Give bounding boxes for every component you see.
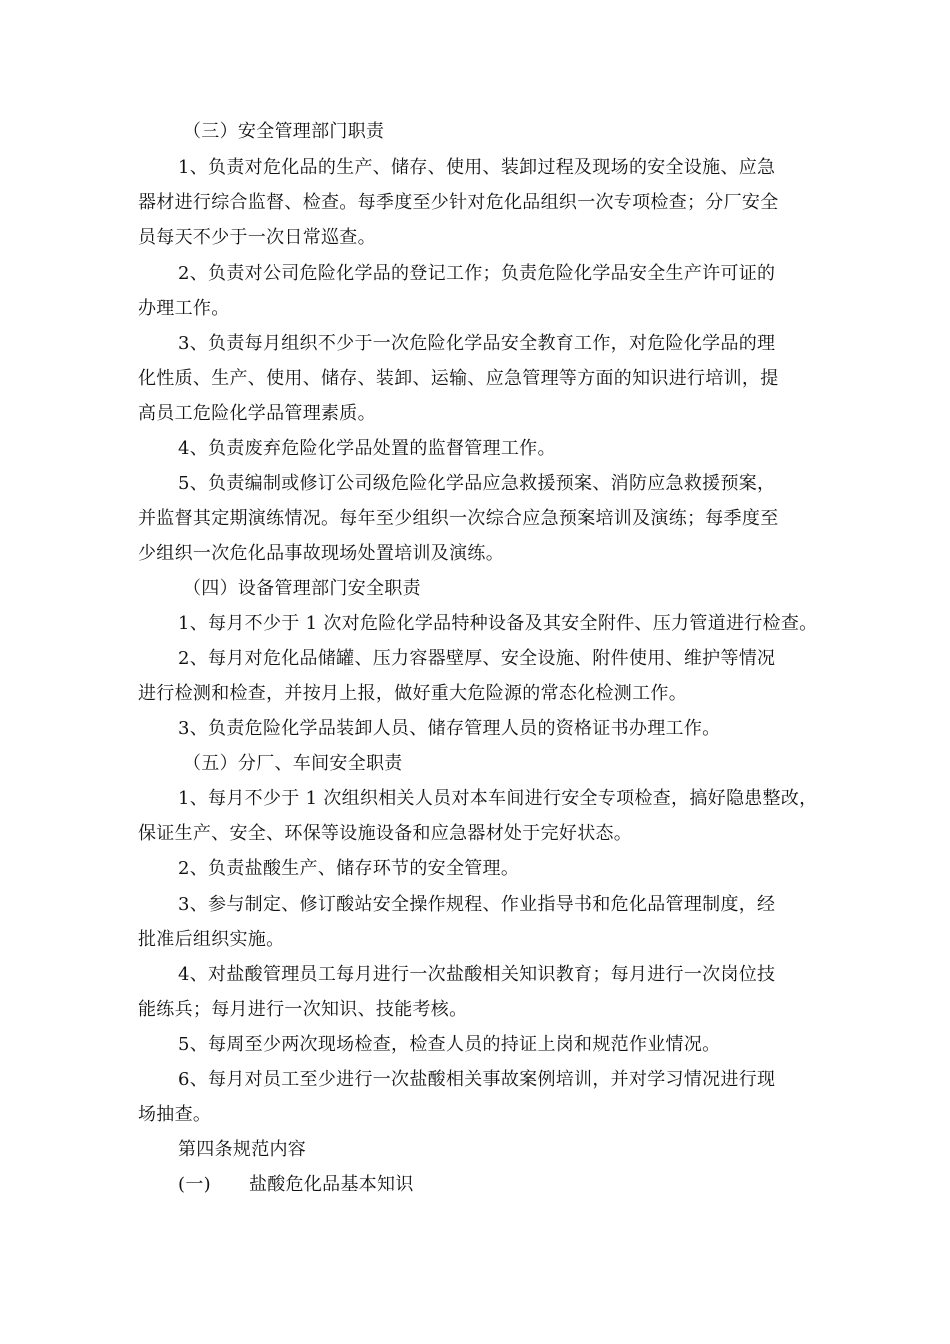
paragraph-line: 进行检测和检查，并按月上报，做好重大危险源的常态化检测工作。	[138, 683, 687, 704]
subsection-number: (一)	[178, 1174, 211, 1195]
paragraph-line: 3、负责每月组织不少于一次危险化学品安全教育工作，对危险化学品的理	[178, 333, 776, 354]
paragraph-line: 员每天不少于一次日常巡查。	[138, 227, 376, 248]
paragraph-line: 化性质、生产、使用、储存、装卸、运输、应急管理等方面的知识进行培训，提	[138, 368, 779, 389]
subsection-heading	[178, 1173, 414, 1197]
paragraph-line: 5、负责编制或修订公司级危险化学品应急救援预案、消防应急救援预案，	[178, 473, 776, 494]
paragraph-line: 1、负责对危化品的生产、储存、使用、装卸过程及现场的安全设施、应急	[178, 157, 776, 178]
paragraph-line: 4、对盐酸管理员工每月进行一次盐酸相关知识教育；每月进行一次岗位技	[178, 964, 776, 985]
paragraph-line: 器材进行综合监督、检查。每季度至少针对危化品组织一次专项检查；分厂安全	[138, 192, 779, 213]
section-heading-3: （三）安全管理部门职责	[183, 121, 385, 142]
paragraph-line: 少组织一次危化品事故现场处置培训及演练。	[138, 543, 504, 564]
section-heading-4: （四）设备管理部门安全职责	[183, 578, 421, 599]
paragraph-line: 4、负责废弃危险化学品处置的监督管理工作。	[178, 438, 556, 459]
paragraph-line: 场抽查。	[138, 1104, 212, 1125]
article-heading: 第四条规范内容	[178, 1139, 307, 1160]
paragraph-line: 2、每月对危化品储罐、压力容器壁厚、安全设施、附件使用、维护等情况	[178, 648, 776, 669]
paragraph-line: 批准后组织实施。	[138, 929, 285, 950]
paragraph-line: 办理工作。	[138, 298, 230, 319]
paragraph-line: 高员工危险化学品管理素质。	[138, 403, 376, 424]
paragraph-line: 能练兵；每月进行一次知识、技能考核。	[138, 999, 468, 1020]
paragraph-line: 1、每月不少于 1 次组织相关人员对本车间进行安全专项检查，搞好隐患整改，	[178, 788, 818, 809]
paragraph-line: 2、负责盐酸生产、储存环节的安全管理。	[178, 858, 520, 879]
paragraph-line: 1、每月不少于 1 次对危险化学品特种设备及其安全附件、压力管道进行检查。	[178, 613, 818, 634]
paragraph-line: 2、负责对公司危险化学品的登记工作；负责危险化学品安全生产许可证的	[178, 263, 776, 284]
paragraph-line: 6、每月对员工至少进行一次盐酸相关事故案例培训，并对学习情况进行现	[178, 1069, 776, 1090]
paragraph-line: 保证生产、安全、环保等设施设备和应急器材处于完好状态。	[138, 823, 633, 844]
paragraph-line: 3、参与制定、修订酸站安全操作规程、作业指导书和危化品管理制度，经	[178, 894, 776, 915]
paragraph-line: 5、每周至少两次现场检查，检查人员的持证上岗和规范作业情况。	[178, 1034, 721, 1055]
subsection-title: 盐酸危化品基本知识	[248, 1174, 414, 1195]
paragraph-line: 3、负责危险化学品装卸人员、储存管理人员的资格证书办理工作。	[178, 718, 721, 739]
paragraph-line: 并监督其定期演练情况。每年至少组织一次综合应急预案培训及演练；每季度至	[138, 508, 779, 529]
section-heading-5: （五）分厂、车间安全职责	[183, 753, 403, 774]
